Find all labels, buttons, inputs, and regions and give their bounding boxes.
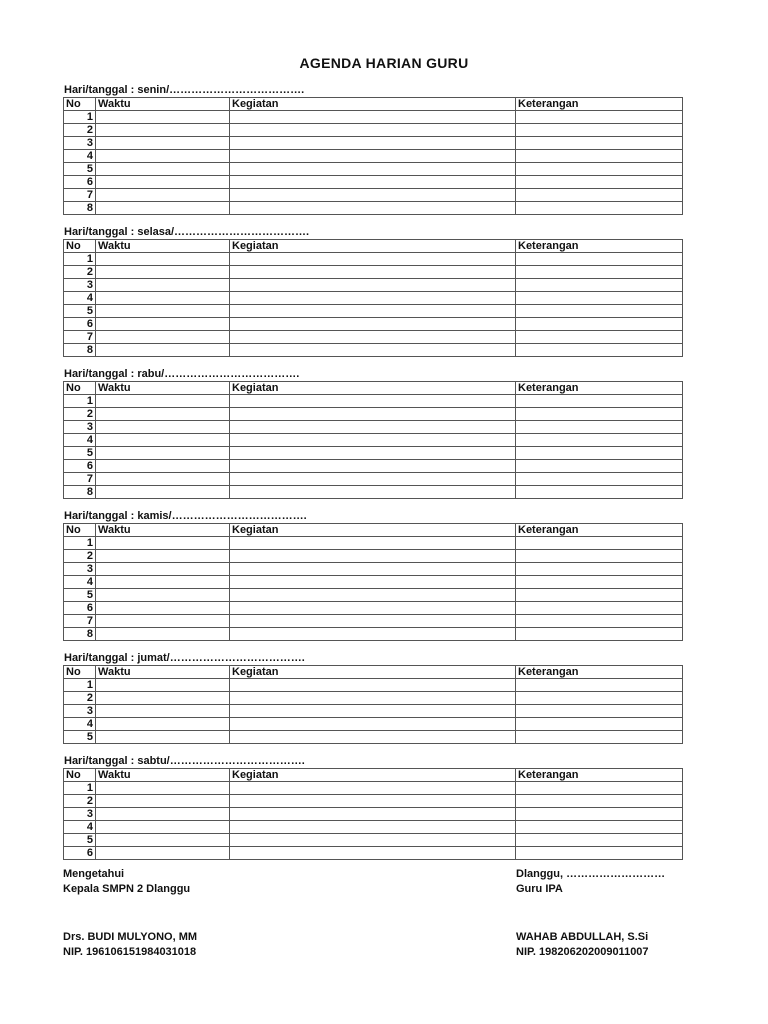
row-number: 3 <box>64 705 96 718</box>
table-row <box>64 808 683 821</box>
agenda-table <box>63 665 683 744</box>
keterangan-cell <box>516 834 683 847</box>
kegiatan-cell <box>230 628 516 641</box>
row-number: 5 <box>64 447 96 460</box>
waktu-cell <box>96 305 230 318</box>
kegiatan-cell <box>230 150 516 163</box>
waktu-cell <box>96 537 230 550</box>
kegiatan-cell <box>230 718 516 731</box>
header-keterangan: Keterangan <box>516 382 683 395</box>
waktu-cell <box>96 176 230 189</box>
row-number: 2 <box>64 795 96 808</box>
table-row <box>64 589 683 602</box>
kegiatan-cell <box>230 550 516 563</box>
kegiatan-cell <box>230 202 516 215</box>
waktu-cell <box>96 808 230 821</box>
day-label: Hari/tanggal : rabu/………………………………. <box>64 368 300 380</box>
table-row <box>64 408 683 421</box>
row-number: 6 <box>64 176 96 189</box>
kegiatan-cell <box>230 447 516 460</box>
keterangan-cell <box>516 163 683 176</box>
kegiatan-cell <box>230 537 516 550</box>
day-section <box>63 510 682 641</box>
signature-right-nip: NIP. 198206202009011007 <box>516 946 649 958</box>
table-row <box>64 705 683 718</box>
table-row <box>64 486 683 499</box>
waktu-cell <box>96 395 230 408</box>
kegiatan-cell <box>230 434 516 447</box>
signature-left-nip: NIP. 196106151984031018 <box>63 946 197 958</box>
kegiatan-cell <box>230 808 516 821</box>
row-number: 4 <box>64 576 96 589</box>
signature-left-name-block <box>63 930 197 960</box>
waktu-cell <box>96 124 230 137</box>
table-row <box>64 447 683 460</box>
row-number: 4 <box>64 718 96 731</box>
keterangan-cell <box>516 111 683 124</box>
table-row <box>64 692 683 705</box>
row-number: 8 <box>64 486 96 499</box>
signature-left-line2: Kepala SMPN 2 Dlanggu <box>63 883 191 895</box>
table-row <box>64 318 683 331</box>
table-header-row <box>64 240 683 253</box>
header-keterangan: Keterangan <box>516 666 683 679</box>
kegiatan-cell <box>230 821 516 834</box>
keterangan-cell <box>516 821 683 834</box>
kegiatan-cell <box>230 176 516 189</box>
table-row <box>64 176 683 189</box>
kegiatan-cell <box>230 137 516 150</box>
table-row <box>64 795 683 808</box>
waktu-cell <box>96 550 230 563</box>
keterangan-cell <box>516 576 683 589</box>
waktu-cell <box>96 589 230 602</box>
waktu-cell <box>96 111 230 124</box>
keterangan-cell <box>516 705 683 718</box>
waktu-cell <box>96 137 230 150</box>
keterangan-cell <box>516 731 683 744</box>
keterangan-cell <box>516 395 683 408</box>
kegiatan-cell <box>230 782 516 795</box>
table-row <box>64 460 683 473</box>
day-section <box>63 755 682 860</box>
table-row <box>64 395 683 408</box>
kegiatan-cell <box>230 563 516 576</box>
table-row <box>64 821 683 834</box>
waktu-cell <box>96 331 230 344</box>
waktu-cell <box>96 705 230 718</box>
kegiatan-cell <box>230 266 516 279</box>
kegiatan-cell <box>230 189 516 202</box>
keterangan-cell <box>516 447 683 460</box>
waktu-cell <box>96 615 230 628</box>
keterangan-cell <box>516 150 683 163</box>
waktu-cell <box>96 692 230 705</box>
keterangan-cell <box>516 679 683 692</box>
kegiatan-cell <box>230 847 516 860</box>
row-number: 3 <box>64 421 96 434</box>
row-number: 1 <box>64 537 96 550</box>
row-number: 6 <box>64 318 96 331</box>
header-no: No <box>64 240 96 253</box>
day-label: Hari/tanggal : jumat/………………………………. <box>64 652 305 664</box>
waktu-cell <box>96 279 230 292</box>
kegiatan-cell <box>230 615 516 628</box>
signature-right-name: WAHAB ABDULLAH, S.Si <box>516 931 649 943</box>
table-row <box>64 576 683 589</box>
keterangan-cell <box>516 563 683 576</box>
table-row <box>64 628 683 641</box>
row-number: 5 <box>64 834 96 847</box>
waktu-cell <box>96 576 230 589</box>
keterangan-cell <box>516 589 683 602</box>
keterangan-cell <box>516 421 683 434</box>
row-number: 7 <box>64 331 96 344</box>
header-waktu: Waktu <box>96 98 230 111</box>
header-waktu: Waktu <box>96 240 230 253</box>
row-number: 5 <box>64 589 96 602</box>
waktu-cell <box>96 344 230 357</box>
waktu-cell <box>96 847 230 860</box>
day-section <box>63 84 682 215</box>
kegiatan-cell <box>230 111 516 124</box>
signature-left-name: Drs. BUDI MULYONO, MM <box>63 931 198 943</box>
row-number: 7 <box>64 189 96 202</box>
keterangan-cell <box>516 602 683 615</box>
kegiatan-cell <box>230 163 516 176</box>
waktu-cell <box>96 189 230 202</box>
waktu-cell <box>96 486 230 499</box>
table-row <box>64 124 683 137</box>
kegiatan-cell <box>230 344 516 357</box>
row-number: 1 <box>64 395 96 408</box>
table-row <box>64 847 683 860</box>
row-number: 5 <box>64 305 96 318</box>
keterangan-cell <box>516 628 683 641</box>
keterangan-cell <box>516 847 683 860</box>
keterangan-cell <box>516 537 683 550</box>
header-kegiatan: Kegiatan <box>230 524 516 537</box>
row-number: 8 <box>64 202 96 215</box>
day-section <box>63 652 682 744</box>
header-no: No <box>64 769 96 782</box>
waktu-cell <box>96 292 230 305</box>
table-row <box>64 266 683 279</box>
header-no: No <box>64 666 96 679</box>
header-kegiatan: Kegiatan <box>230 666 516 679</box>
table-row <box>64 563 683 576</box>
table-row <box>64 305 683 318</box>
row-number: 4 <box>64 434 96 447</box>
table-row <box>64 344 683 357</box>
signature-right-line2: Guru IPA <box>516 883 563 895</box>
kegiatan-cell <box>230 486 516 499</box>
row-number: 5 <box>64 731 96 744</box>
waktu-cell <box>96 150 230 163</box>
header-keterangan: Keterangan <box>516 98 683 111</box>
table-row <box>64 253 683 266</box>
header-no: No <box>64 98 96 111</box>
waktu-cell <box>96 782 230 795</box>
day-label: Hari/tanggal : kamis/………………………………. <box>64 510 307 522</box>
keterangan-cell <box>516 615 683 628</box>
row-number: 2 <box>64 408 96 421</box>
keterangan-cell <box>516 253 683 266</box>
table-row <box>64 615 683 628</box>
table-header-row <box>64 98 683 111</box>
kegiatan-cell <box>230 292 516 305</box>
page-title: AGENDA HARIAN GURU <box>299 55 469 71</box>
row-number: 1 <box>64 111 96 124</box>
keterangan-cell <box>516 202 683 215</box>
waktu-cell <box>96 834 230 847</box>
keterangan-cell <box>516 795 683 808</box>
waktu-cell <box>96 821 230 834</box>
signature-right-name-block <box>516 930 649 960</box>
keterangan-cell <box>516 292 683 305</box>
kegiatan-cell <box>230 602 516 615</box>
table-row <box>64 111 683 124</box>
header-kegiatan: Kegiatan <box>230 382 516 395</box>
header-keterangan: Keterangan <box>516 524 683 537</box>
header-waktu: Waktu <box>96 524 230 537</box>
kegiatan-cell <box>230 473 516 486</box>
table-row <box>64 602 683 615</box>
keterangan-cell <box>516 305 683 318</box>
row-number: 7 <box>64 473 96 486</box>
waktu-cell <box>96 718 230 731</box>
day-label: Hari/tanggal : senin/………………………………. <box>64 84 305 96</box>
header-no: No <box>64 524 96 537</box>
header-waktu: Waktu <box>96 769 230 782</box>
waktu-cell <box>96 795 230 808</box>
table-row <box>64 718 683 731</box>
kegiatan-cell <box>230 834 516 847</box>
table-row <box>64 434 683 447</box>
keterangan-cell <box>516 473 683 486</box>
kegiatan-cell <box>230 705 516 718</box>
table-row <box>64 731 683 744</box>
day-section <box>63 368 682 499</box>
row-number: 1 <box>64 679 96 692</box>
table-header-row <box>64 666 683 679</box>
waktu-cell <box>96 318 230 331</box>
keterangan-cell <box>516 460 683 473</box>
keterangan-cell <box>516 692 683 705</box>
waktu-cell <box>96 731 230 744</box>
day-label: Hari/tanggal : sabtu/………………………………. <box>64 755 305 767</box>
kegiatan-cell <box>230 305 516 318</box>
row-number: 3 <box>64 808 96 821</box>
row-number: 3 <box>64 279 96 292</box>
row-number: 8 <box>64 628 96 641</box>
table-row <box>64 421 683 434</box>
waktu-cell <box>96 628 230 641</box>
waktu-cell <box>96 202 230 215</box>
keterangan-cell <box>516 718 683 731</box>
table-row <box>64 137 683 150</box>
row-number: 5 <box>64 163 96 176</box>
row-number: 2 <box>64 266 96 279</box>
keterangan-cell <box>516 266 683 279</box>
keterangan-cell <box>516 279 683 292</box>
row-number: 4 <box>64 821 96 834</box>
agenda-table <box>63 239 683 357</box>
header-kegiatan: Kegiatan <box>230 769 516 782</box>
waktu-cell <box>96 447 230 460</box>
table-row <box>64 331 683 344</box>
signature-right-block <box>516 867 665 897</box>
kegiatan-cell <box>230 124 516 137</box>
waktu-cell <box>96 602 230 615</box>
kegiatan-cell <box>230 679 516 692</box>
keterangan-cell <box>516 189 683 202</box>
waktu-cell <box>96 408 230 421</box>
table-row <box>64 679 683 692</box>
row-number: 6 <box>64 847 96 860</box>
header-no: No <box>64 382 96 395</box>
kegiatan-cell <box>230 795 516 808</box>
keterangan-cell <box>516 782 683 795</box>
header-waktu: Waktu <box>96 382 230 395</box>
kegiatan-cell <box>230 253 516 266</box>
row-number: 6 <box>64 460 96 473</box>
kegiatan-cell <box>230 576 516 589</box>
header-keterangan: Keterangan <box>516 769 683 782</box>
waktu-cell <box>96 460 230 473</box>
keterangan-cell <box>516 486 683 499</box>
row-number: 7 <box>64 615 96 628</box>
header-kegiatan: Kegiatan <box>230 98 516 111</box>
kegiatan-cell <box>230 692 516 705</box>
table-row <box>64 473 683 486</box>
table-row <box>64 550 683 563</box>
table-row <box>64 163 683 176</box>
row-number: 2 <box>64 550 96 563</box>
table-row <box>64 782 683 795</box>
table-header-row <box>64 382 683 395</box>
keterangan-cell <box>516 408 683 421</box>
table-row <box>64 537 683 550</box>
row-number: 3 <box>64 563 96 576</box>
keterangan-cell <box>516 808 683 821</box>
keterangan-cell <box>516 434 683 447</box>
table-row <box>64 202 683 215</box>
kegiatan-cell <box>230 318 516 331</box>
waktu-cell <box>96 421 230 434</box>
table-row <box>64 279 683 292</box>
header-kegiatan: Kegiatan <box>230 240 516 253</box>
row-number: 4 <box>64 150 96 163</box>
header-waktu: Waktu <box>96 666 230 679</box>
agenda-table <box>63 523 683 641</box>
table-header-row <box>64 524 683 537</box>
keterangan-cell <box>516 344 683 357</box>
row-number: 4 <box>64 292 96 305</box>
waktu-cell <box>96 434 230 447</box>
table-row <box>64 834 683 847</box>
kegiatan-cell <box>230 731 516 744</box>
keterangan-cell <box>516 176 683 189</box>
agenda-table <box>63 768 683 860</box>
row-number: 3 <box>64 137 96 150</box>
table-header-row <box>64 769 683 782</box>
table-row <box>64 150 683 163</box>
keterangan-cell <box>516 318 683 331</box>
keterangan-cell <box>516 137 683 150</box>
agenda-table <box>63 97 683 215</box>
day-label: Hari/tanggal : selasa/………………………………. <box>64 226 310 238</box>
waktu-cell <box>96 266 230 279</box>
row-number: 2 <box>64 692 96 705</box>
kegiatan-cell <box>230 421 516 434</box>
keterangan-cell <box>516 124 683 137</box>
kegiatan-cell <box>230 460 516 473</box>
waktu-cell <box>96 163 230 176</box>
row-number: 8 <box>64 344 96 357</box>
table-row <box>64 292 683 305</box>
kegiatan-cell <box>230 331 516 344</box>
kegiatan-cell <box>230 589 516 602</box>
kegiatan-cell <box>230 408 516 421</box>
signature-left-block <box>63 867 190 897</box>
row-number: 1 <box>64 782 96 795</box>
row-number: 6 <box>64 602 96 615</box>
waktu-cell <box>96 253 230 266</box>
day-section <box>63 226 682 357</box>
kegiatan-cell <box>230 395 516 408</box>
keterangan-cell <box>516 550 683 563</box>
header-keterangan: Keterangan <box>516 240 683 253</box>
waktu-cell <box>96 473 230 486</box>
keterangan-cell <box>516 331 683 344</box>
kegiatan-cell <box>230 279 516 292</box>
agenda-table <box>63 381 683 499</box>
table-row <box>64 189 683 202</box>
row-number: 2 <box>64 124 96 137</box>
signature-left-line1: Mengetahui <box>63 868 125 880</box>
waktu-cell <box>96 679 230 692</box>
waktu-cell <box>96 563 230 576</box>
row-number: 1 <box>64 253 96 266</box>
signature-right-line1: Dlanggu, ……………………… <box>516 868 666 880</box>
